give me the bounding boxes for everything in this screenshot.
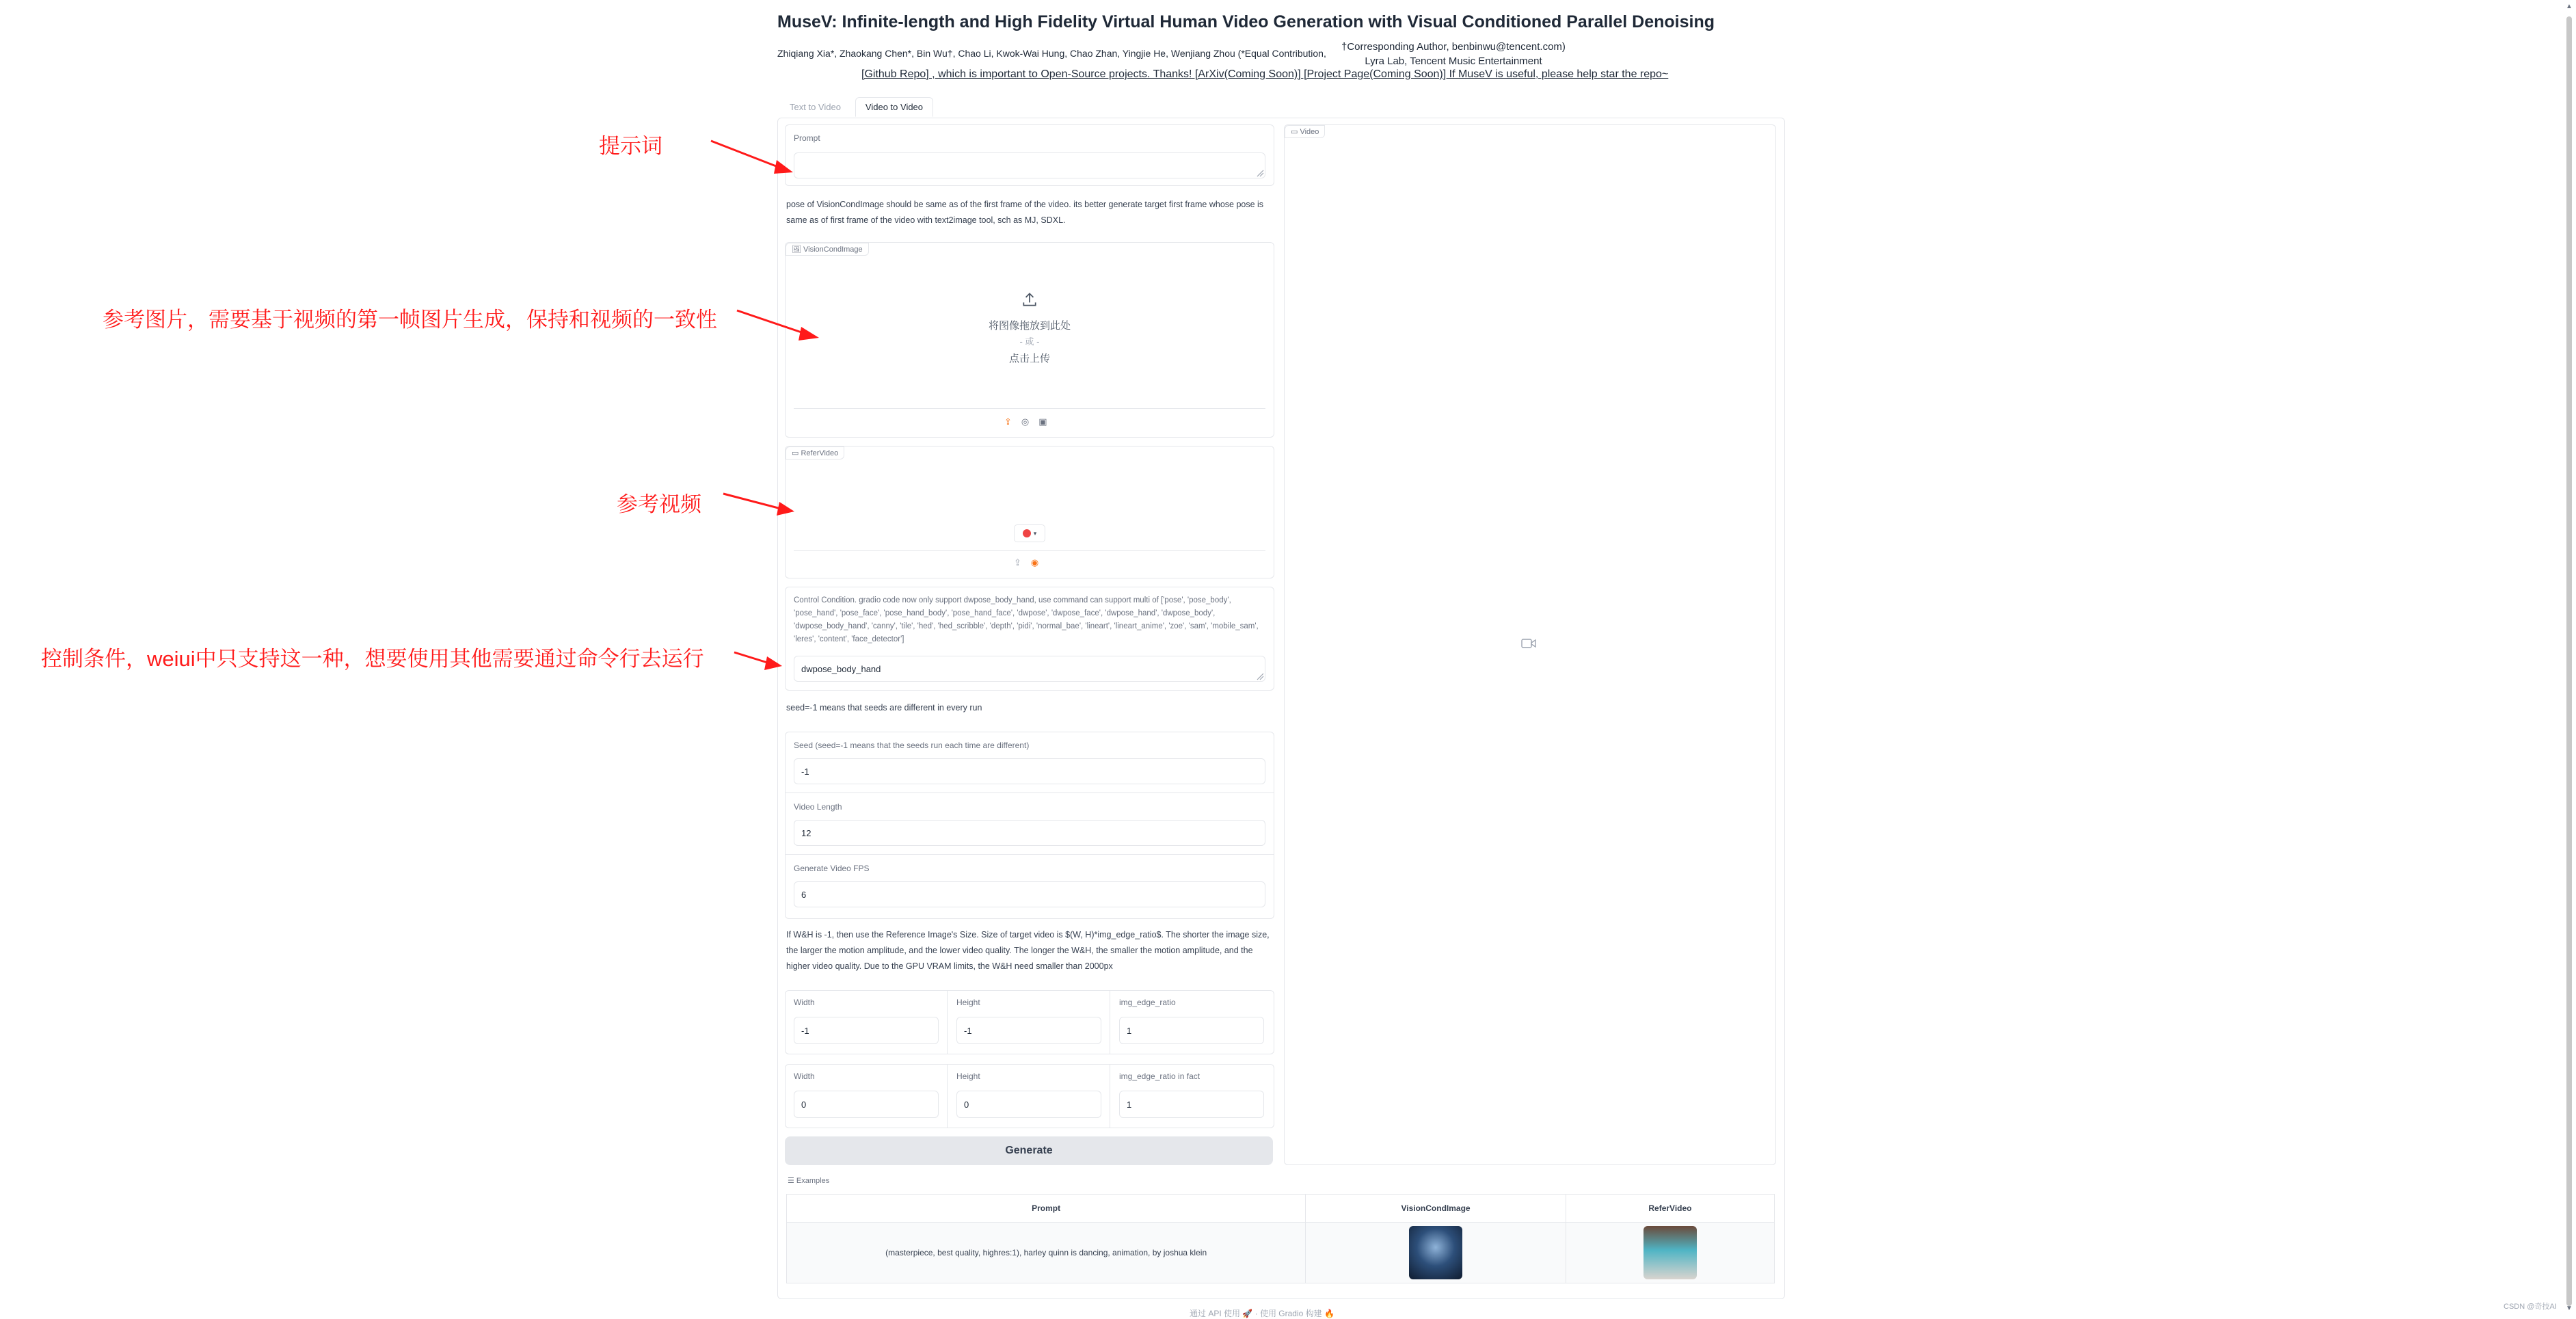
divider (794, 550, 1265, 551)
control-condition-panel (785, 587, 1274, 691)
links-text[interactable]: [Github Repo] , which is important to Open-Source projects. Thanks! [ArXiv(Coming Soon)] [Project Page(Coming Soon)] If MuseV is useful, please help star the repo~ (861, 68, 1669, 80)
webcam-source-icon[interactable]: ◎ (1021, 416, 1030, 427)
actual-height-input[interactable]: 0 (956, 1091, 1101, 1118)
img-edge-ratio-label: img_edge_ratio (1119, 998, 1176, 1007)
clipboard-source-icon[interactable]: ▣ (1038, 416, 1047, 427)
size-note: If W&H is -1, then use the Reference Image's Size. Size of target video is $(W, H)*img_edge_ratio$. The shorter the image size, the larger the motion amplitude, and the lower video quality. The longer the W&H, the smaller the motion amplitude, and the higher video quality. Due to the GPU VRAM limits, the W&H need smaller than 2000px (786, 930, 1270, 971)
annotation-video-arrow (721, 491, 797, 518)
control-condition-label: Control Condition. gradio code now only support dwpose_body_hand, use command can support multi of ['pose', 'pose_body', 'pose_hand', 'pose_face', 'pose_hand_body', 'pose_hand_face', 'dwpose', 'dwpose_face', 'dwpose_hand', 'dwpose_body', 'dwpose_body_hand', 'canny', 'tile', 'hed', 'hed_scribble', 'depth', 'pidi', 'normal_bae', 'lineart', 'lineart_anime', 'zoe', 'sam', 'mobile_sam', 'leres', 'content', 'face_detector'] (794, 596, 1259, 643)
actual-width-input[interactable]: 0 (794, 1091, 939, 1118)
width-input[interactable]: -1 (794, 1017, 939, 1044)
prompt-panel (785, 124, 1274, 186)
video-length-label: Video Length (794, 802, 842, 812)
annotation-image-arrow (734, 308, 823, 342)
annotation-prompt: 提示词 (599, 134, 662, 158)
prompt-input[interactable] (794, 152, 1265, 178)
example-prompt[interactable]: (masterpiece, best quality, highres:1), harley quinn is dancing, animation, by joshua klein (787, 1223, 1306, 1283)
watermark: CSDN @奇技AI (2504, 1303, 2557, 1311)
annotation-control: 控制条件，weiui中只支持这一种，想要使用其他需要通过命令行去运行 (41, 647, 704, 671)
vision-cond-image-label: 🖼 VisionCondImage (786, 243, 869, 256)
links-line[interactable] (861, 68, 1668, 81)
height-input[interactable]: -1 (956, 1017, 1101, 1044)
examples-header-vision: VisionCondImage (1306, 1195, 1566, 1223)
footer-text[interactable]: 通过 API 使用 🚀 · 使用 Gradio 构建 🔥 (1190, 1309, 1334, 1318)
upload-icon (1021, 291, 1038, 308)
resize-handle-icon[interactable] (1256, 672, 1264, 680)
size-row-2 (785, 1064, 1274, 1128)
tab-bar (779, 97, 933, 117)
seed-input[interactable]: -1 (794, 758, 1265, 784)
or-text: - 或 - (1019, 336, 1040, 347)
video-placeholder-icon (1521, 638, 1536, 649)
annotation-control-arrow (732, 650, 783, 674)
generation-params-group (785, 732, 1274, 919)
video-source-toolbar (1014, 557, 1038, 568)
webcam-source-icon[interactable]: ◉ (1030, 557, 1039, 568)
image-icon: 🖼 (792, 245, 804, 254)
video-output-panel[interactable] (1284, 124, 1776, 1165)
tab-video-to-video[interactable]: Video to Video (855, 97, 933, 117)
fps-label: Generate Video FPS (794, 864, 870, 873)
width-label: Width (794, 998, 815, 1007)
video-icon: ▭ (792, 449, 801, 457)
resize-handle-icon[interactable] (1256, 169, 1264, 177)
prompt-label: Prompt (794, 133, 820, 143)
affiliation-line-1: †Corresponding Author, benbinwu@tencent.com) (1341, 41, 1566, 53)
affiliation-line-2: Lyra Lab, Tencent Music Entertainment (1365, 55, 1542, 67)
video-length-input[interactable]: 12 (794, 820, 1265, 846)
upload-source-icon[interactable]: ⇪ (1004, 416, 1012, 427)
tab-text-to-video[interactable]: Text to Video (790, 102, 841, 112)
scroll-down-icon[interactable]: ▼ (2566, 1305, 2573, 1312)
chevron-down-icon: ▾ (1033, 529, 1037, 537)
actual-height-label: Height (956, 1071, 980, 1081)
seed-note: seed=-1 means that seeds are different in every run (786, 703, 982, 712)
refer-video-label: ▭ ReferVideo (786, 447, 844, 459)
actual-width-label: Width (794, 1071, 815, 1081)
divider (947, 991, 948, 1054)
divider (794, 408, 1265, 409)
example-vision-thumbnail[interactable] (1409, 1226, 1462, 1279)
annotation-video: 参考视频 (617, 492, 701, 516)
annotation-image: 参考图片，需要基于视频的第一帧图片生成，保持和视频的一致性 (103, 308, 717, 332)
img-edge-ratio-input[interactable]: 1 (1119, 1017, 1264, 1044)
example-vision-cell[interactable] (1306, 1223, 1566, 1283)
generate-button[interactable]: Generate (785, 1136, 1273, 1165)
img-edge-ratio-in-fact-input[interactable]: 1 (1119, 1091, 1264, 1118)
divider (947, 1065, 948, 1128)
authors-line: Zhiqiang Xia*, Zhaokang Chen*, Bin Wu†, Chao Li, Kwok-Wai Hung, Chao Zhan, Yingjie He, Wenjiang Zhou (*Equal Contribution, (777, 48, 1326, 59)
record-button[interactable] (1014, 524, 1045, 542)
page-title: MuseV: Infinite-length and High Fidelity Virtual Human Video Generation with Visual Conditioned Parallel Denoising (777, 12, 1715, 31)
refer-video-panel[interactable] (785, 446, 1274, 578)
examples-header-row (787, 1195, 1775, 1223)
scroll-up-icon[interactable]: ▲ (2566, 3, 2573, 10)
size-row-1 (785, 990, 1274, 1054)
examples-table (786, 1194, 1775, 1283)
click-upload-text[interactable]: 点击上传 (1008, 353, 1050, 364)
seed-label: Seed (seed=-1 means that the seeds run each time are different) (794, 741, 1030, 750)
upload-source-icon[interactable]: ⇪ (1014, 557, 1021, 568)
examples-header-prompt: Prompt (787, 1195, 1306, 1223)
examples-header-refer: ReferVideo (1566, 1195, 1774, 1223)
affiliation (1341, 40, 1566, 68)
annotation-prompt-arrow (708, 138, 797, 176)
img-edge-ratio-in-fact-label: img_edge_ratio in fact (1119, 1071, 1200, 1081)
pose-note: pose of VisionCondImage should be same as of the first frame of the video. its better generate target first frame whose pose is same as of first frame of the video with text2image tool, sch as MJ, SDXL. (786, 200, 1264, 225)
example-refer-thumbnail[interactable] (1643, 1226, 1697, 1279)
example-refer-cell[interactable] (1566, 1223, 1774, 1283)
drop-text: 将图像拖放到此处 (988, 320, 1071, 332)
video-icon: ▭ (1291, 128, 1300, 136)
fps-input[interactable]: 6 (794, 881, 1265, 907)
image-source-toolbar (1004, 416, 1047, 427)
vision-cond-image-panel[interactable] (785, 242, 1274, 438)
divider (786, 854, 1274, 855)
page-scrollbar[interactable] (2566, 16, 2572, 1306)
control-condition-input[interactable]: dwpose_body_hand (794, 656, 1265, 682)
divider (786, 792, 1274, 793)
record-icon (1023, 529, 1031, 537)
list-icon: ☰ (788, 1177, 796, 1185)
examples-label: ☰ Examples (788, 1177, 830, 1185)
height-label: Height (956, 998, 980, 1007)
examples-row[interactable] (787, 1223, 1775, 1283)
video-output-label: ▭ Video (1285, 125, 1325, 138)
